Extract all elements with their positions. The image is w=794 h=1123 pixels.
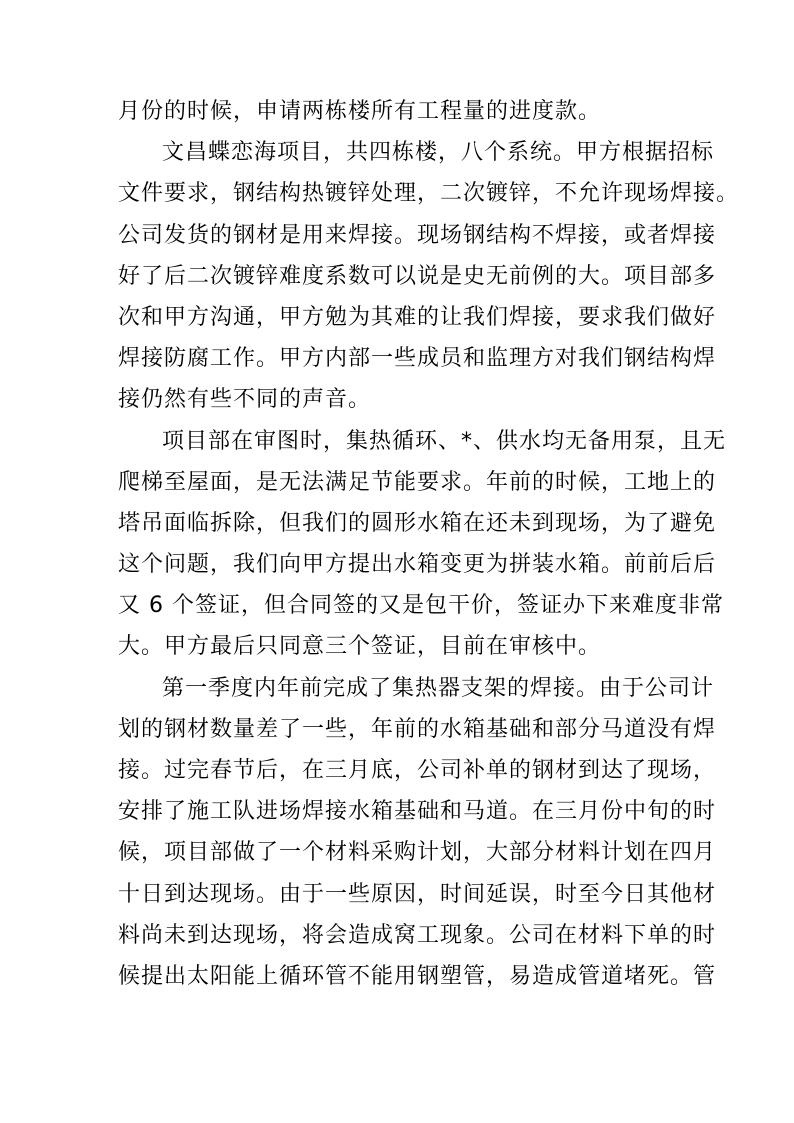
text-line: 爬梯至屋面，是无法满足节能要求。年前的时候，工地上的 <box>118 469 717 495</box>
text-line: 接。过完春节后，在三月底，公司补单的钢材到达了现场， <box>118 758 717 783</box>
text-line: 文昌蝶恋海项目，共四栋楼，八个系统。甲方根据招标 <box>162 140 715 166</box>
text-line: 料尚未到达现场，将会造成窝工现象。公司在材料下单的时 <box>118 922 717 948</box>
text-line: 候，项目部做了一个材料采购计划，大部分材料计划在四月 <box>118 840 717 866</box>
text-line: 第一季度内年前完成了集热器支架的焊接。由于公司计 <box>162 675 715 701</box>
text-line: 接仍然有些不同的声音。 <box>118 387 372 413</box>
body-text <box>118 91 740 997</box>
text-line: 这个问题，我们向甲方提出水箱变更为拼装水箱。前前后后 <box>118 552 717 578</box>
text-line: 塔吊面临拆除，但我们的圆形水箱在还未到现场，为了避免 <box>118 510 717 536</box>
text-line: 公司发货的钢材是用来焊接。现场钢结构不焊接，或者焊接 <box>118 222 717 248</box>
text-line: 候提出太阳能上循环管不能用钢塑管，易造成管道堵死。管 <box>118 963 717 989</box>
text-line: 十日到达现场。由于一些原因，时间延误，时至今日其他材 <box>118 881 717 907</box>
text-line: 安排了施工队进场焊接水箱基础和马道。在三月份中旬的时 <box>118 799 717 825</box>
text-line: 焊接防腐工作。甲方内部一些成员和监理方对我们钢结构焊 <box>118 346 717 372</box>
text-line: 文件要求，钢结构热镀锌处理，二次镀锌，不允许现场焊接。 <box>118 181 740 207</box>
text-line: 项目部在审图时，集热循环、*、供水均无备用泵，且无 <box>162 428 727 454</box>
text-line: 又 6 个签证，但合同签的又是包干价，签证办下来难度非常 <box>118 593 724 619</box>
text-line: 月份的时候，申请两栋楼所有工程量的进度款。 <box>118 99 602 124</box>
text-line: 划的钢材数量差了一些，年前的水箱基础和部分马道没有焊 <box>118 716 717 742</box>
text-line: 好了后二次镀锌难度系数可以说是史无前例的大。项目部多 <box>118 263 717 289</box>
text-line: 大。甲方最后只同意三个签证，目前在审核中。 <box>118 634 602 660</box>
text-line: 次和甲方沟通，甲方勉为其难的让我们焊接，要求我们做好 <box>118 304 717 330</box>
